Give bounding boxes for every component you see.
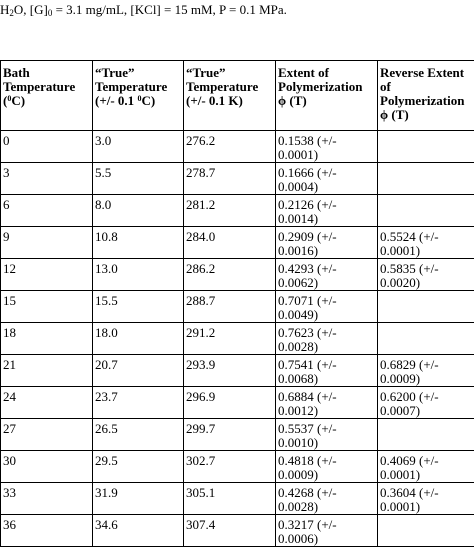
header-true-temperature-k xyxy=(184,61,276,131)
header-line: ϕ (T) xyxy=(380,107,409,122)
bath-temperature-cell: 15 xyxy=(1,291,93,323)
bath-temperature-cell: 6 xyxy=(1,195,93,227)
reverse-extent-cell xyxy=(378,291,474,323)
bath-temperature-cell: 12 xyxy=(1,259,93,291)
extent-cell-line: 0.3217 (+/- xyxy=(278,517,337,532)
header-line: (+/- 0.1 K) xyxy=(186,93,243,108)
extent-cell-line: 0.4818 (+/- xyxy=(278,453,337,468)
true-temperature-k-cell: 305.1 xyxy=(184,483,276,515)
reverse-extent-cell xyxy=(378,515,474,547)
extent-cell-line: 0.7623 (+/- xyxy=(278,325,337,340)
header-line xyxy=(95,94,181,108)
extent-cell-line: 0.0049) xyxy=(278,307,319,322)
header-line xyxy=(3,94,90,108)
header-line: “True” xyxy=(95,65,135,80)
extent-cell-line: 0.0068) xyxy=(278,371,319,386)
true-temperature-k-cell: 284.0 xyxy=(184,227,276,259)
bath-temperature-cell: 30 xyxy=(1,451,93,483)
true-temperature-k-cell: 281.2 xyxy=(184,195,276,227)
reverse-extent-cell xyxy=(378,355,474,387)
header-bath-temperature xyxy=(1,61,93,131)
reverse-extent-cell xyxy=(378,451,474,483)
bath-temperature-cell: 24 xyxy=(1,387,93,419)
true-temperature-k-cell: 302.7 xyxy=(184,451,276,483)
reverse-extent-cell xyxy=(378,163,474,195)
true-temperature-k-cell: 299.7 xyxy=(184,419,276,451)
header-text: ( xyxy=(3,93,8,108)
extent-cell xyxy=(276,419,378,451)
extent-cell-line: 0.0062) xyxy=(278,275,319,290)
extent-cell-line: 0.2126 (+/- xyxy=(278,197,337,212)
extent-cell-line: 0.5537 (+/- xyxy=(278,421,337,436)
true-temperature-k-cell: 288.7 xyxy=(184,291,276,323)
reverse-extent-cell xyxy=(378,323,474,355)
extent-cell xyxy=(276,291,378,323)
header-row xyxy=(1,61,474,131)
table-row xyxy=(1,323,474,355)
table-row xyxy=(1,163,474,195)
true-temperature-c-cell: 8.0 xyxy=(93,195,184,227)
caption-g-subscript: 0 xyxy=(47,8,53,18)
reverse-extent-cell xyxy=(378,387,474,419)
bath-temperature-cell: 18 xyxy=(1,323,93,355)
true-temperature-c-cell: 18.0 xyxy=(93,323,184,355)
degree-superscript: 0 xyxy=(7,94,12,103)
header-line: Reverse Extent xyxy=(380,65,465,80)
true-temperature-c-cell: 29.5 xyxy=(93,451,184,483)
table-caption xyxy=(0,2,287,18)
true-temperature-c-cell: 5.5 xyxy=(93,163,184,195)
true-temperature-c-cell: 34.6 xyxy=(93,515,184,547)
extent-cell xyxy=(276,131,378,163)
bath-temperature-cell: 9 xyxy=(1,227,93,259)
bath-temperature-cell: 0 xyxy=(1,131,93,163)
extent-cell-line: 0.0016) xyxy=(278,243,319,258)
true-temperature-c-cell: 31.9 xyxy=(93,483,184,515)
caption-h: H xyxy=(0,2,10,17)
reverse-extent-cell-line: 0.0020) xyxy=(380,275,421,290)
extent-cell-line: 0.0014) xyxy=(278,211,319,226)
header-line: Temperature xyxy=(3,79,76,94)
reverse-extent-cell xyxy=(378,419,474,451)
reverse-extent-cell-line: 0.0001) xyxy=(380,243,421,258)
reverse-extent-cell xyxy=(378,259,474,291)
true-temperature-c-cell: 3.0 xyxy=(93,131,184,163)
table-row xyxy=(1,227,474,259)
header-line: Bath xyxy=(3,65,30,80)
caption-o: O, [G] xyxy=(13,2,48,17)
extent-cell-line: 0.0006) xyxy=(278,531,319,546)
table-row xyxy=(1,355,474,387)
true-temperature-k-cell: 278.7 xyxy=(184,163,276,195)
table-row xyxy=(1,419,474,451)
true-temperature-k-cell: 293.9 xyxy=(184,355,276,387)
extent-cell xyxy=(276,451,378,483)
true-temperature-c-cell: 15.5 xyxy=(93,291,184,323)
reverse-extent-cell-line: 0.4069 (+/- xyxy=(380,453,439,468)
extent-cell-line: 0.0028) xyxy=(278,499,319,514)
true-temperature-k-cell: 296.9 xyxy=(184,387,276,419)
table-row xyxy=(1,195,474,227)
reverse-extent-cell xyxy=(378,131,474,163)
table-row xyxy=(1,259,474,291)
reverse-extent-cell-line: 0.6829 (+/- xyxy=(380,357,439,372)
extent-cell xyxy=(276,323,378,355)
polymerization-table xyxy=(0,60,474,547)
true-temperature-k-cell: 291.2 xyxy=(184,323,276,355)
reverse-extent-cell-line: 0.5835 (+/- xyxy=(380,261,439,276)
caption-h2o-subscript: 2 xyxy=(9,8,14,18)
degree-superscript: 0 xyxy=(137,94,142,103)
header-line: of xyxy=(380,79,391,94)
extent-cell xyxy=(276,195,378,227)
extent-cell-line: 0.1666 (+/- xyxy=(278,165,337,180)
true-temperature-c-cell: 20.7 xyxy=(93,355,184,387)
reverse-extent-cell xyxy=(378,195,474,227)
header-line: Polymerization xyxy=(380,93,465,108)
extent-cell-line: 0.0001) xyxy=(278,147,319,162)
extent-cell xyxy=(276,483,378,515)
extent-cell-line: 0.0012) xyxy=(278,403,319,418)
extent-cell-line: 0.7541 (+/- xyxy=(278,357,337,372)
true-temperature-k-cell: 276.2 xyxy=(184,131,276,163)
extent-cell-line: 0.0028) xyxy=(278,339,319,354)
bath-temperature-cell: 33 xyxy=(1,483,93,515)
reverse-extent-cell xyxy=(378,483,474,515)
extent-cell-line: 0.2909 (+/- xyxy=(278,229,337,244)
header-line: ϕ (T) xyxy=(278,93,307,108)
reverse-extent-cell-line: 0.0007) xyxy=(380,403,421,418)
bath-temperature-cell: 3 xyxy=(1,163,93,195)
table-row xyxy=(1,483,474,515)
bath-temperature-cell: 27 xyxy=(1,419,93,451)
reverse-extent-cell-line: 0.0001) xyxy=(380,499,421,514)
caption-rest: = 3.1 mg/mL, [KCl] = 15 mM, P = 0.1 MPa. xyxy=(52,2,287,17)
reverse-extent-cell-line: 0.0009) xyxy=(380,371,421,386)
table-row xyxy=(1,131,474,163)
extent-cell-line: 0.7071 (+/- xyxy=(278,293,337,308)
true-temperature-c-cell: 13.0 xyxy=(93,259,184,291)
reverse-extent-cell-line: 0.0001) xyxy=(380,467,421,482)
extent-cell-line: 0.0009) xyxy=(278,467,319,482)
true-temperature-c-cell: 23.7 xyxy=(93,387,184,419)
true-temperature-c-cell: 26.5 xyxy=(93,419,184,451)
reverse-extent-cell-line: 0.3604 (+/- xyxy=(380,485,439,500)
reverse-extent-cell xyxy=(378,227,474,259)
header-line: Temperature xyxy=(95,79,168,94)
bath-temperature-cell: 36 xyxy=(1,515,93,547)
extent-cell-line: 0.0010) xyxy=(278,435,319,450)
header-true-temperature-c xyxy=(93,61,184,131)
header-text: C) xyxy=(141,93,156,108)
true-temperature-k-cell: 286.2 xyxy=(184,259,276,291)
header-line: “True” xyxy=(186,65,226,80)
extent-cell xyxy=(276,355,378,387)
extent-cell-line: 0.4268 (+/- xyxy=(278,485,337,500)
table-row xyxy=(1,387,474,419)
header-line: Extent of xyxy=(278,65,329,80)
bath-temperature-cell: 21 xyxy=(1,355,93,387)
header-line: Temperature xyxy=(186,79,259,94)
extent-cell xyxy=(276,515,378,547)
table-row xyxy=(1,291,474,323)
extent-cell xyxy=(276,227,378,259)
header-text: (+/- 0.1 xyxy=(95,93,138,108)
true-temperature-k-cell: 307.4 xyxy=(184,515,276,547)
true-temperature-c-cell: 10.8 xyxy=(93,227,184,259)
header-extent-of-polymerization xyxy=(276,61,378,131)
header-text: C) xyxy=(11,93,26,108)
extent-cell-line: 0.0004) xyxy=(278,179,319,194)
extent-cell xyxy=(276,259,378,291)
reverse-extent-cell-line: 0.5524 (+/- xyxy=(380,229,439,244)
table-body xyxy=(1,131,474,547)
table-row xyxy=(1,451,474,483)
extent-cell-line: 0.6884 (+/- xyxy=(278,389,337,404)
extent-cell-line: 0.4293 (+/- xyxy=(278,261,337,276)
extent-cell-line: 0.1538 (+/- xyxy=(278,133,337,148)
header-line: Polymerization xyxy=(278,79,363,94)
extent-cell xyxy=(276,387,378,419)
header-reverse-extent xyxy=(378,61,474,131)
reverse-extent-cell-line: 0.6200 (+/- xyxy=(380,389,439,404)
extent-cell xyxy=(276,163,378,195)
table-row xyxy=(1,515,474,547)
